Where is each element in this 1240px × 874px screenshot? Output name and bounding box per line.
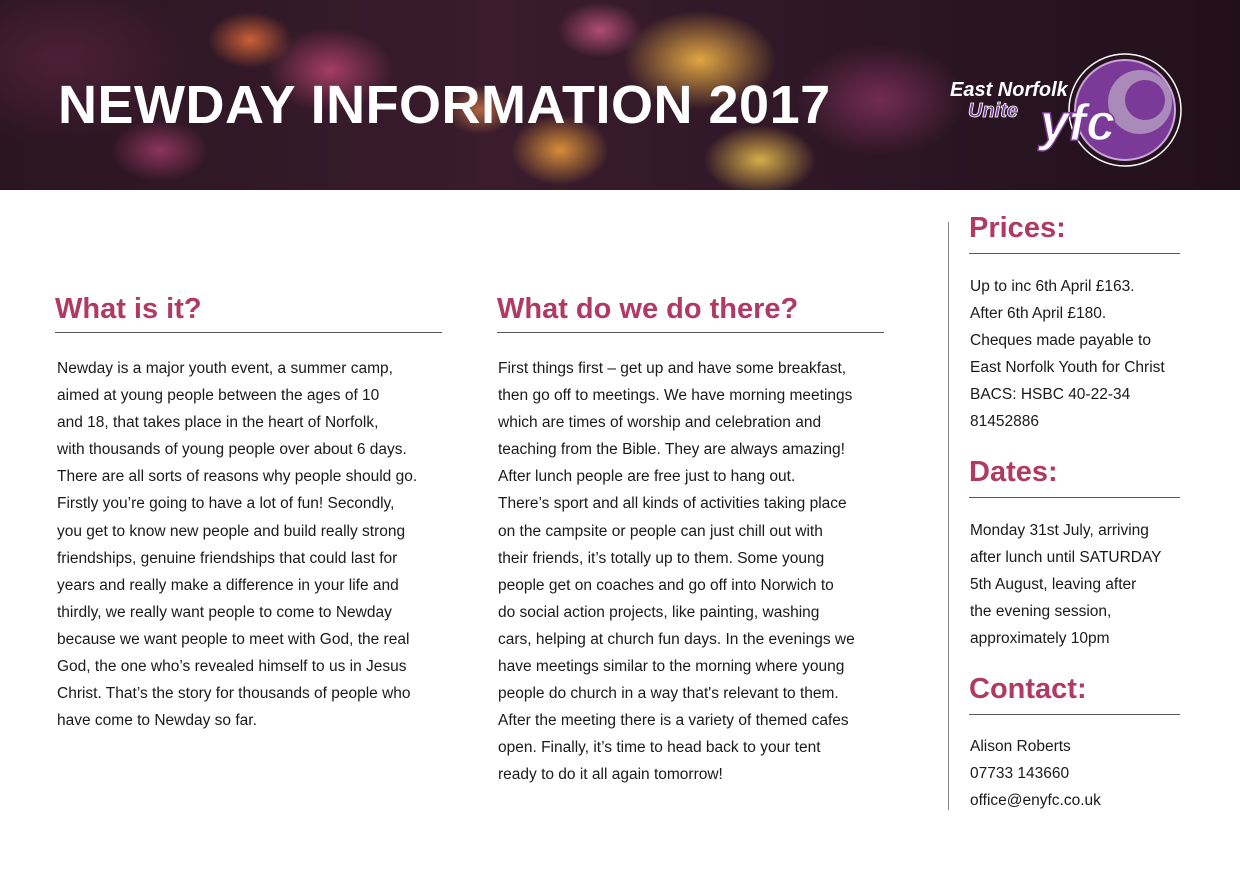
what-we-do-body [498,355,855,789]
text-line: aimed at young people between the ages of 10 [57,387,380,405]
contact-email[interactable]: office@enyfc.co.uk [970,792,1101,810]
text-line: then go off to meetings. We have morning meetings [498,387,853,405]
text-line: do social action projects, like painting, washing [498,603,820,621]
text-line: Newday is a major youth event, a summer camp, [57,360,393,377]
text-line: and 18, that takes place in the heart of Norfolk, [57,414,379,432]
text-line: First things first – get up and have some breakfast, [498,360,847,377]
dates-divider [969,497,1180,498]
text-line: because we want people to meet with God, the real [57,630,410,648]
text-line: you get to know new people and build really strong [57,522,406,540]
text-line: After 6th April £180. [970,305,1107,323]
text-line: Cheques made payable to [970,332,1151,350]
east-norfolk-yfc-logo [940,40,1190,170]
text-line: East Norfolk Youth for Christ [970,359,1165,377]
prices-heading: Prices: [969,212,1066,244]
text-line: after lunch until SATURDAY [970,549,1162,567]
text-line: After lunch people are free just to hang out. [498,468,796,486]
logo-text-unite: Unite [968,100,1018,122]
text-line: ready to do it all again tomorrow! [498,766,723,784]
sidebar-divider [948,222,949,810]
text-line: have come to Newday so far. [57,712,257,730]
text-line: approximately 10pm [970,630,1110,648]
text-line: Christ. That’s the story for thousands of people who [57,685,411,703]
text-line: thirdly, we really want people to come to Newday [57,603,392,621]
contact-name: Alison Roberts [970,738,1071,755]
text-line: the evening session, [970,603,1112,621]
logo-inner-core [1125,80,1165,120]
logo-text-yfc: yfc [1040,94,1116,152]
text-line: on the campsite or people can just chill out with [498,522,823,540]
text-line: their friends, it’s totally up to them. Some young [498,549,825,567]
text-line: cars, helping at church fun days. In the evenings we [498,630,855,648]
text-line: Up to inc 6th April £163. [970,278,1135,295]
what-is-it-body [57,355,417,734]
text-line: There’s sport and all kinds of activities taking place [498,495,847,513]
what-we-do-divider [497,332,884,333]
text-line: There are all sorts of reasons why people should go. [57,468,418,486]
text-line: years and really make a difference in your life and [57,576,399,594]
contact-divider [969,714,1180,715]
what-is-it-divider [55,332,442,333]
dates-heading: Dates: [969,456,1058,488]
text-line: 81452886 [970,413,1039,431]
text-line: people get on coaches and go off into Norwich to [498,576,834,594]
prices-body [970,273,1165,436]
text-line: have meetings similar to the morning where young [498,658,845,676]
text-line: open. Finally, it’s time to head back to your tent [498,739,821,757]
text-line: 5th August, leaving after [970,576,1137,594]
text-line: with thousands of young people over about 6 days. [57,441,407,459]
dates-body [970,517,1162,652]
text-line: people do church in a way that's relevant to them. [498,685,839,703]
contact-heading: Contact: [969,673,1087,705]
logo-text-east-norfolk: East Norfolk [950,79,1068,101]
text-line: teaching from the Bible. They are always amazing! [498,441,845,459]
what-we-do-heading: What do we do there? [497,293,799,325]
text-line: Monday 31st July, arriving [970,522,1149,539]
text-line: God, the one who’s revealed himself to us in Jesus [57,658,407,676]
text-line: friendships, genuine friendships that could last for [57,549,398,567]
text-line: BACS: HSBC 40-22-34 [970,386,1131,404]
header-banner [0,0,1240,190]
text-line: Firstly you’re going to have a lot of fun! Secondly, [57,495,395,513]
contact-body [970,733,1101,814]
prices-divider [969,253,1180,254]
what-is-it-heading: What is it? [55,293,202,325]
page-title: NEWDAY INFORMATION 2017 [58,75,831,135]
text-line: After the meeting there is a variety of themed cafes [498,712,849,730]
contact-phone[interactable]: 07733 143660 [970,765,1070,783]
text-line: which are times of worship and celebration and [498,414,822,432]
